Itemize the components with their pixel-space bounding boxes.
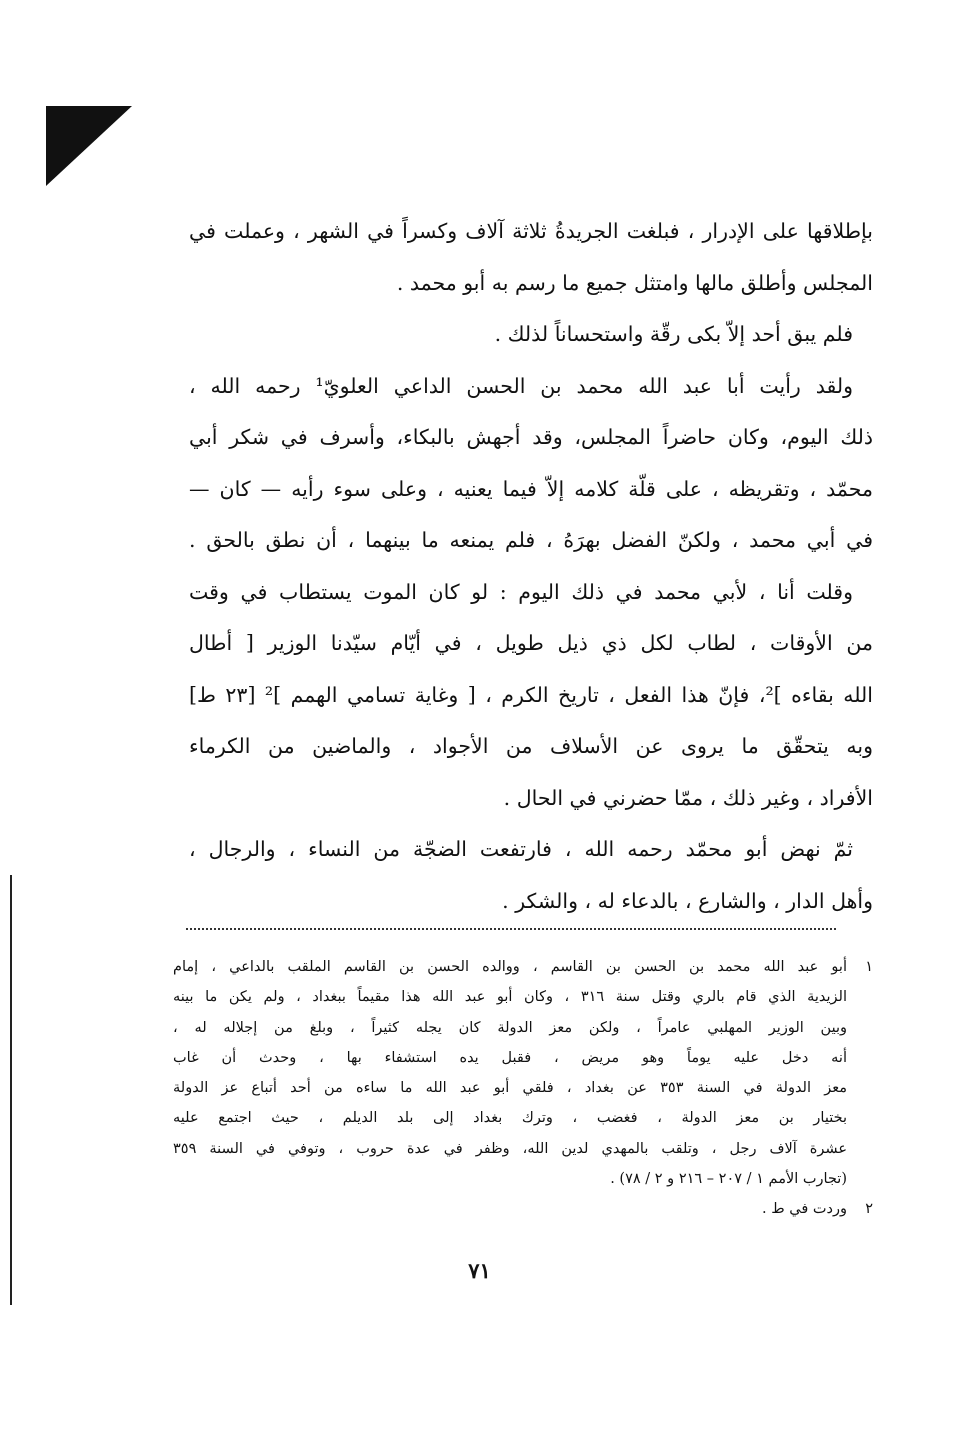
text-line: بإطلاقها على الإدرار ، فبلغت الجريدةُ ثلاثة آلاف وكسراً في الشهر ، وعملت في [189, 219, 873, 243]
footnote-text: أبو عبد الله محمد بن الحسن بن القاسم ، ووالده الحسن بن القاسم الملقب بالداعي ، إمام [173, 959, 847, 975]
scan-edge-line [10, 875, 12, 1305]
text-line: فلم يبق أحد إلاّ بكى رقّة واستحساناً لذلك . [494, 322, 853, 346]
text-line: المجلس وأطلق مالها وامتثل جميع ما رسم به أبو محمد . [396, 270, 873, 295]
footnote-2-line [173, 1194, 873, 1224]
text-line: محمّد ، وتقريظه ، على قلّة كلامه إلاّ فيما يعنيه ، وعلى سوء رأيه — كان — [189, 476, 873, 501]
text-line: وقلت أنا ، لأبي محمد في ذلك اليوم : لو كان الموت يستطاب في وقت [189, 579, 853, 604]
footnote-1-line: بختيار بن معز الدولة ، فغضب ، وترك بغداد إلى بلد الديلم ، حيث اجتمع عليه [173, 1110, 847, 1127]
footnote-1-line: (تجارب الأمم ١ / ٢٠٧ – ٢١٦ و ٢ / ٧٨) . [610, 1171, 847, 1188]
footnote-number: ٢ [865, 1201, 873, 1218]
text-line: ذلك اليوم، وكان حاضراً المجلس، وقد أجهش بالبكاء، وأسرف في شكر أبي [189, 425, 873, 449]
footnote-1-line: الزيدية الذي قام بالري وقتل سنة ٣١٦ ، وكان أبو عبد الله هذا مقيماً ببغداد ، ولم يكن ما بينه [173, 989, 847, 1006]
text-line: وأهل الدار ، والشارع ، بالدعاء له ، والشكر . [502, 888, 873, 913]
text-line: من الأوقات ، لطاب لكل ذي ذيل طويل ، في أيّام سيّدنا الوزير [ أطال [189, 631, 873, 655]
text-line: ولقد رأيت أبا عبد الله محمد بن الحسن الداعي العلويّ¹ رحمه الله ، [189, 373, 853, 398]
text-line: ثمّ نهض أبو محمّد رحمه الله ، فارتفعت الضجّة من النساء ، والرجال ، [189, 837, 853, 861]
text-line: في أبي محمد ، ولكنّ الفضل بهرَهُ ، فلم يمنعه ما بينهما ، أن نطق بالحق . [189, 528, 873, 552]
footnote-1-line: أنه دخل عليه يوماً وهو مريض ، فقبل يده استشفاء بها ، وحدث أن غاب [173, 1049, 847, 1066]
text-line: وبه يتحقّق ما يروى عن الأسلاف من الأجواد ، والماضين من الكرماء [189, 734, 873, 758]
footnote-separator [186, 928, 836, 930]
footnote-1-line: معز الدولة في السنة ٣٥٣ عن بغداد ، فلقي أبو عبد الله ما ساءه من أحد أتباع عز الدولة [173, 1080, 847, 1097]
text-line: الأفراد ، وغير ذلك ، ممّا حضرني في الحال . [503, 785, 873, 810]
footnote-1-line: عشرة آلاف رجل ، وتلقب بالمهدي لدين الله، وظفر في عدة حروب ، وتوفي في السنة ٣٥٩ [173, 1140, 847, 1157]
footnote-text: وردت في ط . [762, 1201, 847, 1218]
main-text-body [189, 206, 873, 927]
page-number: ٧١ [468, 1258, 491, 1283]
footnote-1-line [173, 952, 873, 982]
text-line: الله بقاءه ]²، فإنّ هذا الفعل ، تاريخ الكرم ، [ وغاية تسامي الهمم ]² [٢٣ ط] [189, 682, 873, 707]
footnotes [173, 952, 873, 1225]
footnote-1-line: وبين الوزير المهلبي عامراً ، ولكن معز الدولة كان يجله كثيراً ، وبلغ من إجلاله له ، [173, 1019, 847, 1036]
corner-triangle-mark [46, 106, 132, 186]
footnote-number: ١ [865, 959, 873, 975]
